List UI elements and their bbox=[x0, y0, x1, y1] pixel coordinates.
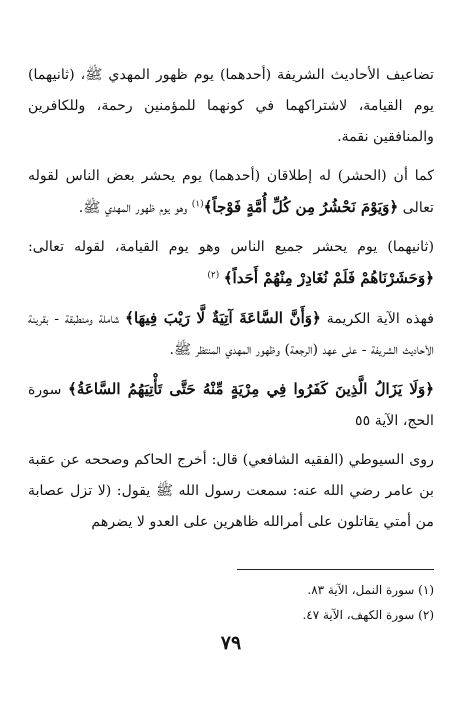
footnote-1: (١) سورة النمل، الآية ٨٣. bbox=[307, 583, 434, 597]
paragraph-text: روى السيوطي (الفقيه الشافعي) قال: أخرج الحاكم وصححه عن عقبة بن عامر رضي الله عنه: سمعت رسول الله ﷺ يقول: (لا تزل عصابة من أمتي يقاتلون على أمرالله ظاهرين على العدو لا يضرهم bbox=[28, 452, 434, 530]
paragraph-text: سورة الحج، الآية ٥٥ bbox=[28, 382, 434, 429]
paragraph-p1 bbox=[28, 60, 434, 153]
paragraph-p5 bbox=[28, 374, 434, 437]
quran-verse: ﴿وَلَا يَزَالُ الَّذِينَ كَفَرُوا فِي مِرْيَةٍ مِّنْهُ حَتَّى تَأْتِيَهُمُ السَّاعَةُ﴾ bbox=[68, 380, 434, 398]
body-text bbox=[28, 60, 434, 538]
quran-verse: ﴿وَيَوْمَ نَحْشُرُ مِن كُلِّ أُمَّةٍ فَوْجاً﴾ bbox=[203, 198, 399, 216]
quran-verse: ﴿وَأَنَّ السَّاعَةَ آتِيَةٌ لَّا رَيْبَ فِيهَا﴾ bbox=[125, 309, 321, 327]
quran-verse: ﴿وَحَشَرْنَاهُمْ فَلَمْ نُغَادِرْ مِنْهُمْ أَحَداً﴾ bbox=[223, 269, 434, 287]
paragraph-text: كما أن (الحشر) له إطلاقان (أحدهما) يوم يحشر بعض الناس لقوله تعالى bbox=[28, 168, 434, 216]
paragraph-text: تضاعيف الأحاديث الشريفة (أحدهما) يوم ظهور المهدي ﷺ، (ثانيهما) يوم القيامة، لاشتراكهما في كونهما للمؤمنين رحمة، وللكافرين والمنافقين نقمة. bbox=[28, 67, 434, 145]
footnote-reference: (١) bbox=[191, 199, 204, 210]
paragraph-p2 bbox=[28, 161, 434, 224]
page-number: ٧٩ bbox=[220, 632, 242, 654]
paragraph-text: (ثانيهما) يوم يحشر جميع الناس وهو يوم القيامة، لقوله تعالى: bbox=[28, 239, 434, 255]
paragraph-text: وهو يوم ظهور المهدي ﷺ. bbox=[78, 200, 192, 216]
paragraph-text: فهذه الآية الكريمة bbox=[320, 311, 434, 327]
paragraph-p4 bbox=[28, 303, 434, 366]
paragraph-text: شاملة ومنطبقة - بقرينة الأحاديث الشريفة - على عهد (الرجعة) وظهور المهدي المنتظر ﷺ. bbox=[28, 311, 434, 358]
footnote-2: (٢) سورة الكهف، الآية ٤٧. bbox=[302, 608, 434, 622]
paragraph-p3 bbox=[28, 232, 434, 295]
footnote-reference: (٢) bbox=[207, 270, 220, 281]
footnote-divider bbox=[237, 569, 434, 570]
paragraph-p6 bbox=[28, 445, 434, 538]
footnotes bbox=[28, 578, 434, 628]
